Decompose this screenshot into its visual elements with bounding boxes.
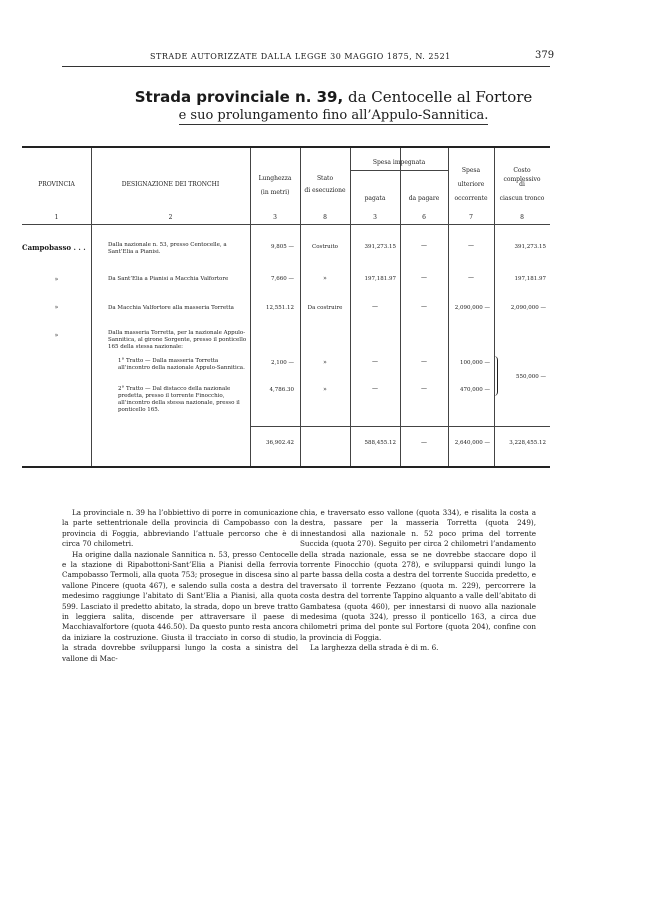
- running-title: STRADE AUTORIZZATE DALLA LEGGE 30 MAGGIO 1875, N. 2521: [150, 52, 451, 61]
- row-stato: »: [323, 359, 327, 366]
- row-costo: 550,000 —: [516, 374, 546, 380]
- row-lunghezza: 9,805 —: [271, 244, 294, 250]
- row-designazione: Dalla masseria Torretta, per la nazionale Appulo-Sannitica, al girone Sorgente, presso il ponticello 165 della stessa nazionale:: [108, 330, 247, 350]
- header-spesa-ulteriore-2: ulteriore: [457, 181, 485, 188]
- row-designazione: Dalla nazionale n. 53, presso Centocelle, a Sant’Elia a Pianisi.: [108, 242, 227, 255]
- header-lunghezza-unit: (in metri): [260, 189, 290, 196]
- paragraph: La provinciale n. 39 ha l’obbiettivo di porre in comunicazione la parte settentrionale della provincia di Campobasso con la provincia di Foggia, abbreviando l’attuale percorso che è di circa 70 chilometri.: [62, 508, 298, 549]
- header-spesa-ulteriore: Spesa: [461, 167, 481, 174]
- total-pagata: 588,455.12: [364, 440, 396, 446]
- row-lunghezza: 4,786.30: [269, 387, 294, 393]
- row-ulteriore: —: [468, 242, 474, 249]
- row-da-pagare: —: [421, 242, 427, 249]
- row-costo: 2,090,000 —: [510, 305, 546, 311]
- row-ulteriore: —: [468, 274, 474, 281]
- header-spesa-ulteriore-3: occorrente: [454, 195, 488, 202]
- header-stato-2: di esecuzione: [304, 187, 346, 194]
- col-number: 8: [323, 214, 327, 221]
- title-rest: da Centocelle al Fortore: [343, 88, 533, 106]
- col-number: 1: [54, 214, 59, 221]
- row-pagata: 391,273.15: [364, 244, 396, 250]
- header-da-pagare: da pagare: [408, 195, 440, 202]
- col-divider: [91, 148, 92, 466]
- row-da-pagare: —: [421, 303, 427, 310]
- header-stato: Stato: [316, 175, 334, 182]
- row-costo: 391,273.15: [514, 244, 546, 250]
- body-right-column: [300, 508, 536, 654]
- row-designazione: Da Sant’Elia a Pianisi a Macchia Valfortore: [108, 276, 229, 282]
- row-pagata: —: [372, 303, 378, 310]
- totals-divider: [250, 426, 550, 427]
- header-rule: [62, 66, 550, 67]
- row-tratto-1: 1° Tratto — Dalla masseria Torretta all’incontro della nazionale Appulo-Sannitica.: [118, 358, 245, 371]
- roads-table: [22, 146, 550, 468]
- row-ulteriore: 2,090,000 —: [454, 305, 490, 311]
- row-pagata: —: [372, 385, 378, 392]
- col-number: 6: [422, 214, 426, 221]
- row-stato: Da costruire: [307, 305, 343, 311]
- row-ulteriore: 100,000 —: [460, 360, 490, 366]
- total-da-pagare: —: [421, 439, 427, 446]
- ditto-mark: »: [54, 276, 59, 283]
- row-ulteriore: 470,000 —: [460, 387, 490, 393]
- row-da-pagare: —: [421, 274, 427, 281]
- paragraph: Ha origine dalla nazionale Sannitica n. 53, presso Centocelle e la stazione di Ripabottoni-Sant’Elia a Pianisi della ferrovia Campobasso Termoli, alla quota 753; prosegue in discesa sino al vallone Pincere (quota 467), e salendo sulla costa a destra del medesimo raggiunge l’abitato di Sant’Elia a Pianisi, alla quota 599. Lasciato il predetto abitato, la strada, dopo un breve tratto in leggiera salita, discende per attraversare il paese di Macchiavalfortore (quota 446.50). Da questo punto resta ancora da iniziare la costruzione. Giusta il tracciato in corso di studio, la strada dovrebbe svilupparsi lungo la costa a sinistra del vallone di Mac-: [62, 549, 298, 663]
- col-number: 8: [520, 214, 524, 221]
- row-designazione: Da Macchia Valfortore alla masseria Torretta: [108, 305, 234, 311]
- title-line2: e suo prolungamento fino all’Appulo-Sannitica.: [178, 108, 489, 123]
- header-divider: [22, 224, 550, 225]
- page-number: 379: [535, 50, 555, 61]
- header-spesa-impegnata: Spesa impegnata: [372, 159, 426, 166]
- page-subtitle: [0, 108, 667, 123]
- row-lunghezza: 2,100 —: [271, 360, 294, 366]
- col-number: 3: [373, 214, 377, 221]
- ditto-mark: »: [54, 304, 59, 311]
- row-stato: »: [323, 275, 327, 282]
- title-bold: Strada provinciale n. 39,: [134, 88, 344, 106]
- row-lunghezza: 7,660 —: [271, 276, 294, 282]
- col-number: 3: [273, 214, 277, 221]
- total-lunghezza: 36,902.42: [266, 440, 294, 446]
- header-pagata: pagata: [364, 195, 386, 202]
- body-left-column: [62, 508, 298, 664]
- header-costo: Costo complessivo: [503, 167, 541, 183]
- col-number: 2: [168, 214, 173, 221]
- paragraph: chia, e traversato esso vallone (quota 334), e risalita la costa a destra, passare per la masseria Torretta (quota 249), innestandosi alla nazionale n. 52 poco prima del torrente Succida (quota 270). Seguito per circa 2 chilometri l’andamento della strada nazionale, essa se ne dovrebbe staccare dopo il torrente Finocchio (quota 278), e svilupparsi quindi lungo la parte bassa della costa a destra del torrente Succida predetto, e traversato il torrente Fezzano (quota m. 229), percorrere la costa destra del torrente Tappino alquanto a valle dell’abitato di Gambatesa (quota 460), per innestarsi di nuovo alla nazionale medesima (quota 324), presso il ponticello 163, a circa due chilometri prima del ponte sul Fortore (quota 204), confine con la provincia di Foggia.: [300, 508, 536, 642]
- paragraph: La larghezza della strada è di m. 6.: [310, 643, 439, 653]
- row-da-pagare: —: [421, 385, 427, 392]
- row-pagata: —: [372, 358, 378, 365]
- row-costo: 197,181.97: [514, 276, 546, 282]
- header-costo-3: ciascun tronco: [499, 195, 545, 202]
- provincia-name: Campobasso . . .: [22, 243, 86, 252]
- row-da-pagare: —: [421, 358, 427, 365]
- total-costo: 3,228,455.12: [509, 440, 546, 446]
- row-pagata: 197,181.97: [364, 276, 396, 282]
- spesa-subheader-line: [350, 170, 448, 171]
- total-ulteriore: 2,640,000 —: [454, 440, 490, 446]
- header-designazione: DESIGNAZIONE DEI TRONCHI: [121, 181, 220, 188]
- header-lunghezza: Lunghezza: [258, 175, 292, 182]
- header-costo-2: di: [519, 181, 525, 188]
- row-stato: Costruito: [311, 244, 338, 250]
- col-number: 7: [469, 214, 473, 221]
- row-lunghezza: 12,551.12: [266, 305, 294, 311]
- row-tratto-2: 2° Tratto — Dal distacco della nazionale predetta, presso il torrente Finocchio, all’incontro della stessa nazionale, presso il ponticello 165.: [118, 386, 240, 413]
- ditto-mark: »: [54, 332, 59, 339]
- page-title: [0, 88, 667, 106]
- row-stato: »: [323, 386, 327, 393]
- header-provincia: PROVINCIA: [38, 181, 75, 188]
